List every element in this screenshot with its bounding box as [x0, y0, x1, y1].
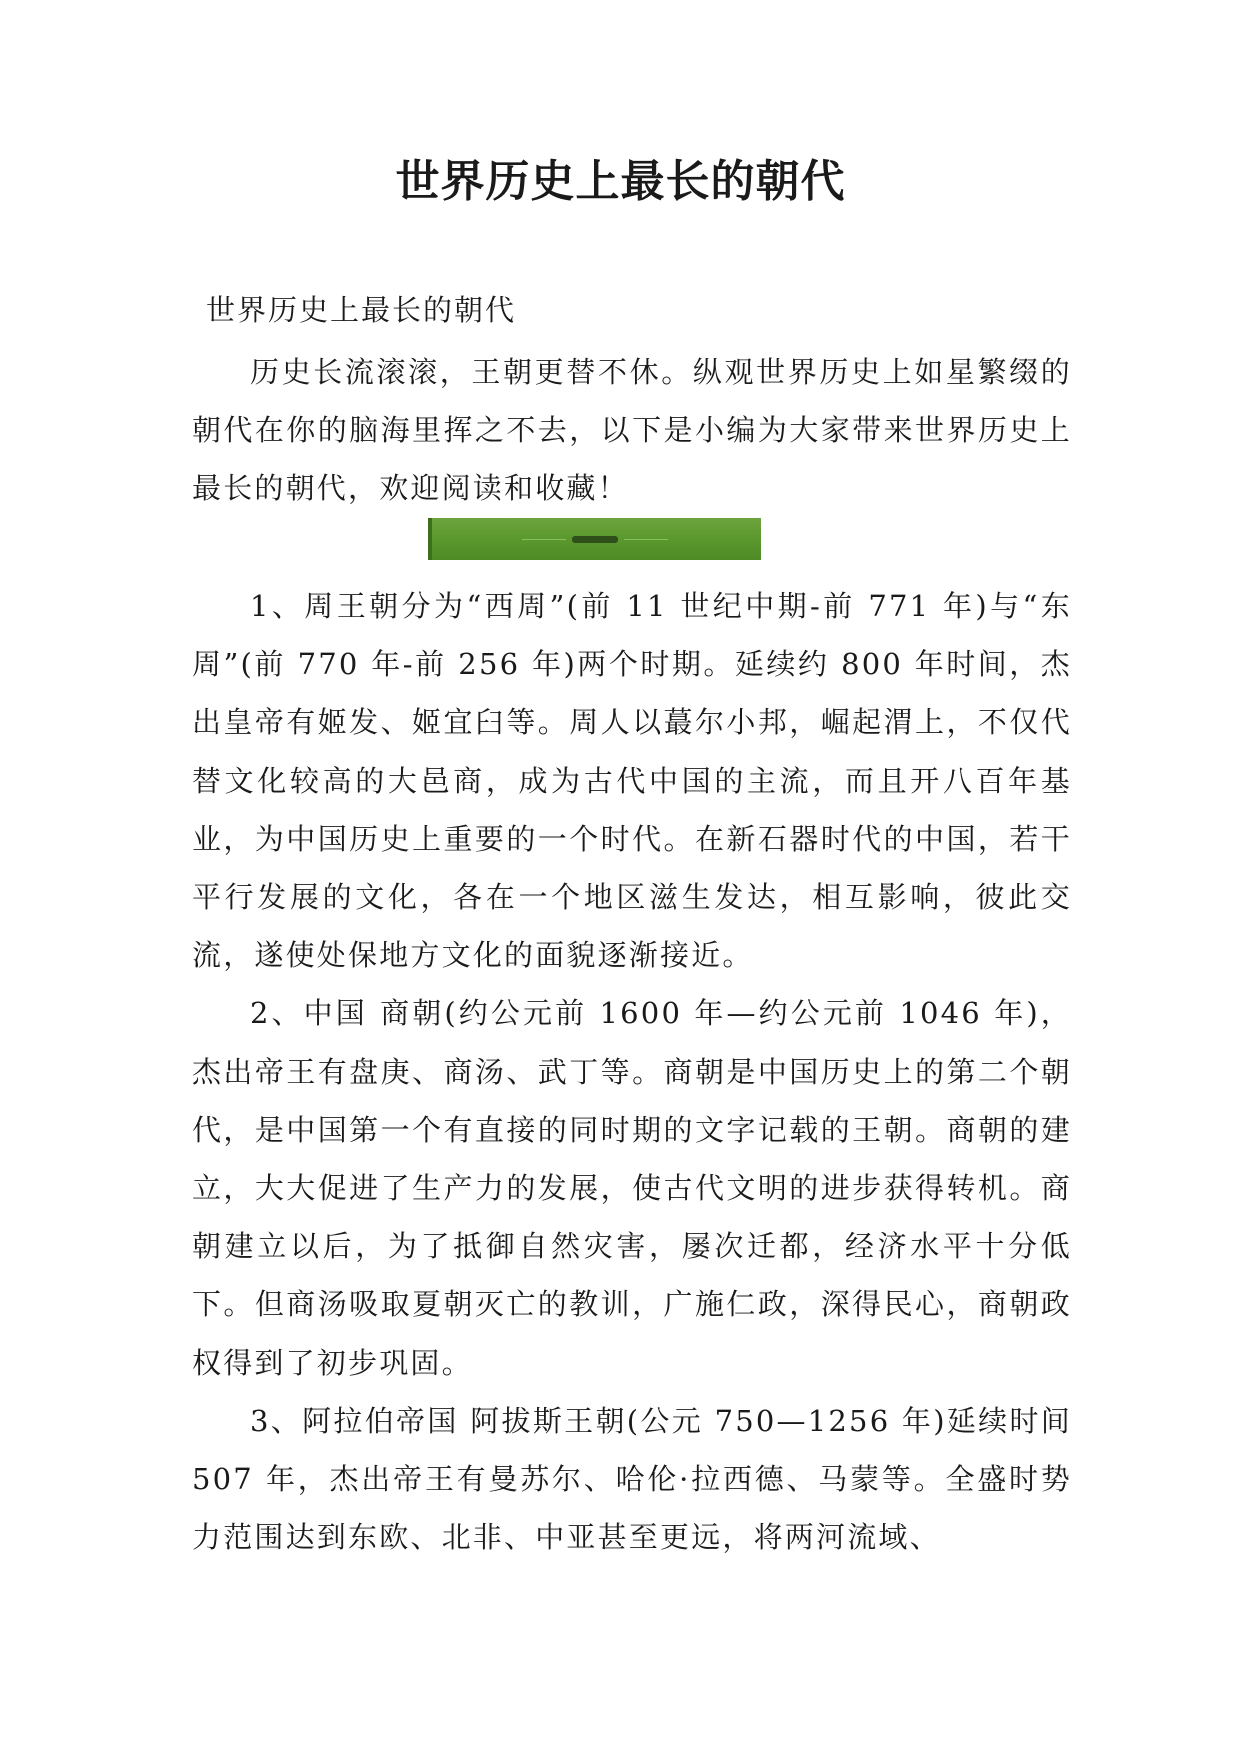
banner-rule-right: [624, 539, 668, 540]
green-banner-image: [428, 518, 761, 560]
section-paragraph-2: 2、中国 商朝(约公元前 1600 年—约公元前 1046 年)，杰出帝王有盘庚、商汤、武丁等。商朝是中国历史上的第二个朝代，是中国第一个有直接的同时期的文字记载的王朝。商朝的建立，大大促进了生产力的发展，使古代文明的进步获得转机。商朝建立以后，为了抵御自然灾害，屡次迁都，经济水平十分低下。但商汤吸取夏朝灭亡的教训，广施仁政，深得民心，商朝政权得到了初步巩固。: [192, 996, 1072, 1380]
section-paragraph-3: 3、阿拉伯帝国 阿拔斯王朝(公元 750—1256 年)延续时间 507 年，杰出帝王有曼苏尔、哈伦·拉西德、马蒙等。全盛时势力范围达到东欧、北非、中亚甚至更远，将两河流域、: [192, 1403, 1072, 1555]
intro-paragraph: 历史长流滚滚，王朝更替不休。纵观世界历史上如星繁缀的朝代在你的脑海里挥之不去，以下是小编为大家带来世界历史上最长的朝代，欢迎阅读和收藏！: [192, 355, 1072, 506]
document-title: 世界历史上最长的朝代: [395, 156, 846, 207]
intro-block: [192, 343, 1072, 518]
banner-rule-left: [522, 539, 566, 540]
sections-block: [192, 577, 1072, 1566]
banner-ornament-icon: [572, 536, 618, 543]
document-subtitle: 世界历史上最长的朝代: [206, 293, 517, 327]
section-paragraph-1: 1、周王朝分为“西周”(前 11 世纪中期-前 771 年)与“东周”(前 770 年-前 256 年)两个时期。延续约 800 年时间，杰出皇帝有姬发、姬宜臼等。周人以蕞尔小邦，崛起渭上，不仅代替文化较高的大邑商，成为古代中国的主流，而且开八百年基业，为中国历史上重要的一个时代。在新石器时代的中国，若干平行发展的文化，各在一个地区滋生发达，相互影响，彼此交流，遂使处保地方文化的面貌逐渐接近。: [192, 589, 1072, 973]
